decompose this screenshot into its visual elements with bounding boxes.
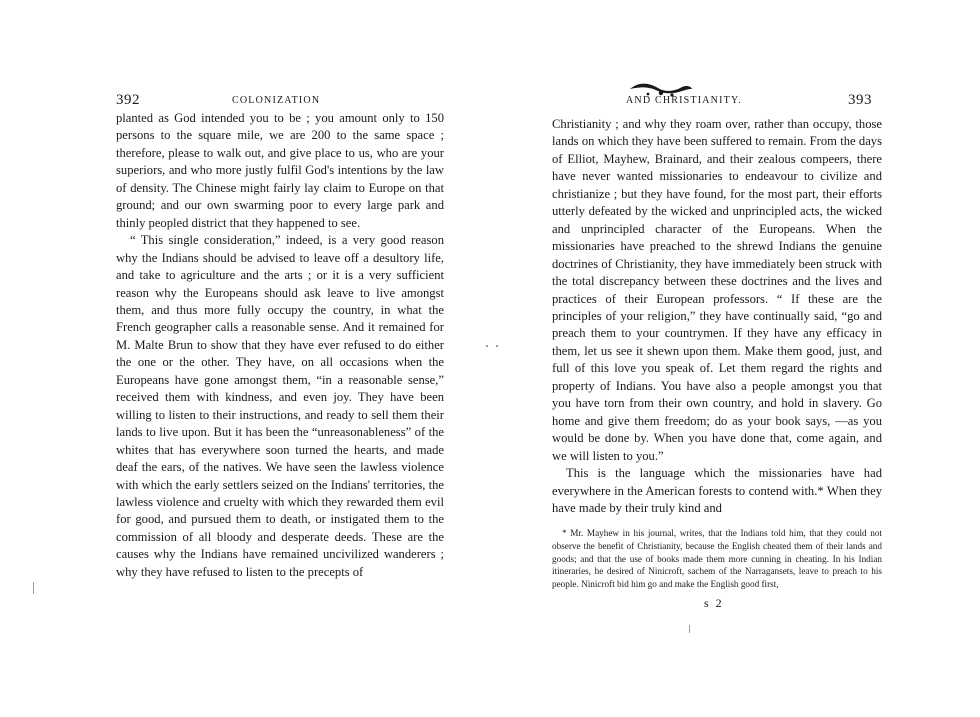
signature-mark: s 2 <box>704 596 724 610</box>
gutter-speck <box>496 345 498 347</box>
margin-speck <box>689 625 690 633</box>
right-paragraph-2: This is the language which the missionaries have had everywhere in the American forests to contend with.* When they have made by their truly kind and <box>552 466 882 515</box>
left-page <box>0 0 480 717</box>
right-paragraph-1: Christianity ; and why they roam over, rather than occupy, those lands on which they have been suffered to remain. From the days of Elliot, Mayhew, Brainard, and their zealous compeers, there have never wanted missionaries to endeavour to civilize and christianize ; but they have found, for the most part, their efforts utterly defeated by the wicked and unprincipled acts, the wicked and unprincipled character of the Europeans. When the missionaries have preached to the shrewd Indians the genuine doctrines of Christianity, they have immediately been struck with the total discrepancy between these doctrines and the lives and practices of their European professors. “ If these are the principles of your religion,” they have continually said, “go and preach them to your countrymen. If they have any efficacy in them, let us see it shewn upon them. Make them good, just, and full of this love you speak of. Let them regard the rights and property of Indians. You have also a people amongst you that you have torn from their own country, and hold in slavery. Go home and give them freedom; do as your book says, —as you would be done by. When you have done that, come again, and we will listen to you.” <box>552 117 882 463</box>
margin-speck <box>33 582 34 594</box>
left-paragraph-2: “ This single consideration,” indeed, is a very good reason why the Indians should be advised to leave off a desultory life, and take to agriculture and the arts ; or it is a very sufficient reason why the Europeans should ask leave to live amongst them, and thus more fully occupy the country, in what the French geographer calls a reasonable sense. And it remained for M. Malte Brun to show that they have ever refused to do either the one or the other. They have, on all occasions when the Europeans have gone amongst them, “in a reasonable sense,” received them with kindness, and even joy. They have been willing to listen to their instructions, and ready to sell them their lands to live upon. But it has been the “unreasonableness” of the whites that has everywhere soon turned the hearts, and made deaf the ears, of the natives. We have seen the lawless violence with which the early settlers seized on the Indians' territories, the lawless violence and cruelty with which they rewarded them evil for good, and pursued them to death, or instigated them to the commission of all bloody and desperate deeds. These are the causes why the Indians have remained uncivilized wanderers ; why they have refused to listen to the precepts of <box>116 233 444 579</box>
footnote-text: * Mr. Mayhew in his journal, writes, that the Indians told him, that they could not observe the benefit of Christianity, because the English cheated them of their lands and goods; and that the use of books made them more cunning in cheating. In his Indian itineraries, he desired of Ninicroft, sachem of the Narragansets, leave to preach to his people. Ninicroft bid him go and make the English good first, <box>552 528 882 590</box>
left-body-text <box>116 110 444 581</box>
left-page-number: 392 <box>116 92 140 108</box>
footnote <box>552 527 882 591</box>
right-page-number: 393 <box>848 92 872 108</box>
right-page <box>490 0 980 717</box>
right-body-text <box>552 116 882 517</box>
gutter-speck <box>486 345 488 347</box>
left-paragraph-1: planted as God intended you to be ; you amount only to 150 persons to the square mile, we are 200 to the same space ; therefore, please to walk out, and give place to us, who are your superiors, and who more justly fulfil God's intentions by the law of density. The Chinese might fairly lay claim to Europe on that ground; and our own swarming poor to every large park and thinly peopled district that they happened to see. <box>116 111 444 230</box>
left-running-head: COLONIZATION <box>232 95 321 106</box>
right-running-head: AND CHRISTIANITY. <box>626 95 742 106</box>
